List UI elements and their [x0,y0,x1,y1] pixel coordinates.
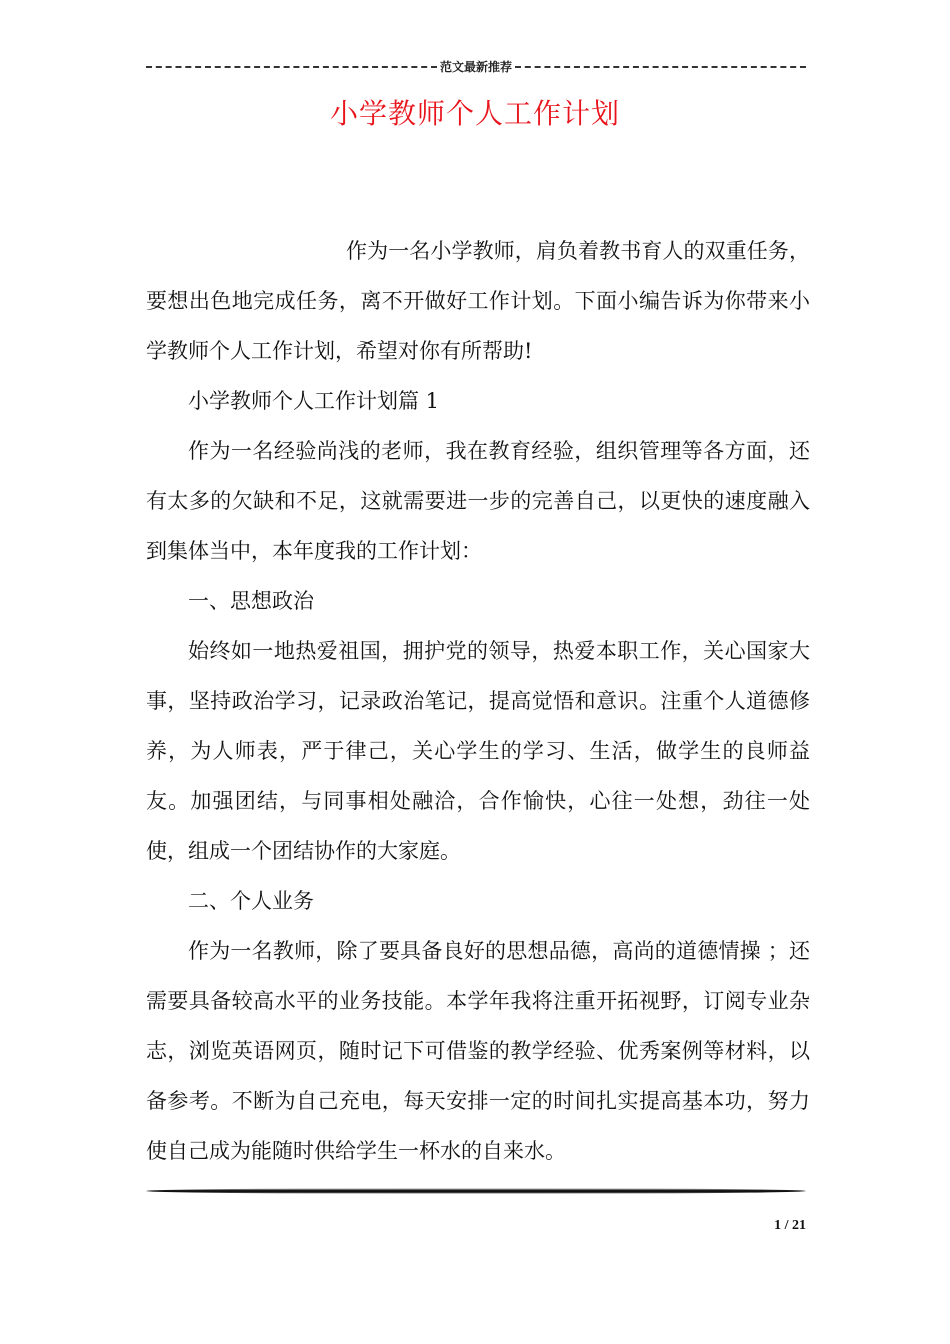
body-paragraph: 作为一名教师，除了要具备良好的思想品德，高尚的道德情操 ；还需要具备较高水平的业务技能。本学年我将注重开拓视野，订阅专业杂志，浏览英语网页，随时记下可借鉴的教学经验、优秀案例等材料，以备参考。不断为自己充电，每天安排一定的时间扎实提高基本功，努力使自己成为能随时供给学生一杯水的自来水。 [146,939,810,1163]
section-heading-ideology: 一、思想政治 [188,589,314,613]
header-label: 范文最新推荐 [440,60,513,74]
header-dash-right [515,66,806,68]
header-dash-left [146,66,437,68]
intro-paragraph: 作为一名小学教师，肩负着教书育人的双重任务，要想出色地完成任务，离不开做好工作计划。下面小编告诉为你带来小学教师个人工作计划，希望对你有所帮助! [146,239,810,363]
body-paragraph: 始终如一地热爱祖国，拥护党的领导，热爱本职工作，关心国家大事，坚持政治学习，记录政治笔记，提高觉悟和意识。注重个人道德修养，为人师表，严于律己，关心学生的学习、生活，做学生的良师益友。加强团结，与同事相处融洽，合作愉快，心往一处想，劲往一处使，组成一个团结协作的大家庭。 [146,639,810,863]
footer-divider [146,1188,806,1194]
body-paragraph: 作为一名经验尚浅的老师，我在教育经验，组织管理等各方面，还有太多的欠缺和不足，这就需要进一步的完善自己，以更快的速度融入到集体当中，本年度我的工作计划： [146,439,810,563]
document-title: 小学教师个人工作计划 [329,97,620,130]
document-body [146,226,810,1176]
section-heading-plan-1: 小学教师个人工作计划篇 1 [188,389,440,413]
page-number: 1 / 21 [774,1218,806,1233]
page-header [146,58,806,75]
section-heading-business: 二、个人业务 [188,889,314,913]
